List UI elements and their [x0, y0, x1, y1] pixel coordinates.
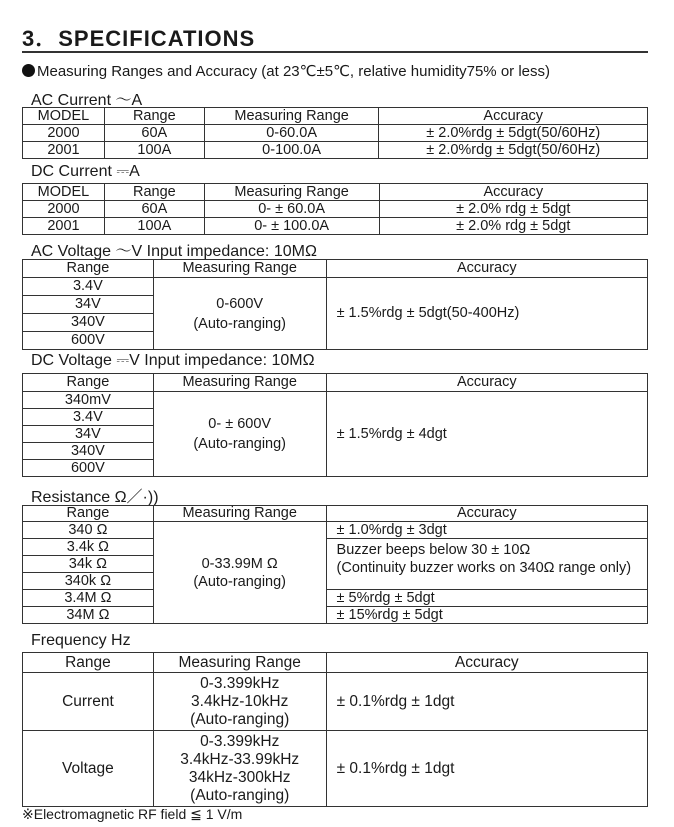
- header-accuracy: Accuracy: [379, 108, 648, 125]
- cell-accuracy: ± 2.0% rdg ± 5dgt: [379, 201, 647, 218]
- cell-range: 3.4k Ω: [23, 539, 154, 556]
- cell-range: 100A: [104, 218, 204, 235]
- subtitle-text: Measuring Ranges and Accuracy (at 23℃±5℃, relative humidity75% or less): [37, 63, 550, 80]
- bullet-icon: [22, 64, 35, 77]
- cell-range: 60A: [104, 125, 204, 142]
- cell-measuring: [153, 673, 326, 731]
- cell-model: 2000: [23, 201, 105, 218]
- cell-range: 34V: [23, 296, 154, 314]
- cell-measuring: [153, 731, 326, 807]
- measuring-value: 0-33.99M Ω: [201, 555, 278, 572]
- cell-range: 34V: [23, 426, 154, 443]
- measuring-line: 0-3.399kHz: [200, 732, 280, 750]
- header-range: Range: [104, 108, 204, 125]
- header-accuracy: Accuracy: [379, 184, 647, 201]
- cell-measuring: [153, 392, 326, 477]
- page-title: 3．SPECIFICATIONS: [22, 26, 256, 51]
- header-model: MODEL: [23, 184, 105, 201]
- cell-range: 3.4M Ω: [23, 590, 154, 607]
- header-accuracy: Accuracy: [326, 653, 647, 673]
- table-row: [23, 673, 648, 731]
- cell-model: 2001: [23, 142, 105, 159]
- resistance-table: [22, 505, 648, 624]
- ac-current-table: [22, 107, 648, 159]
- cell-range: 340V: [23, 443, 154, 460]
- cell-measuring: [153, 278, 326, 350]
- frequency-heading: Frequency Hz: [31, 632, 131, 649]
- cell-range: 340k Ω: [23, 573, 154, 590]
- header-measuring-range: Measuring Range: [153, 506, 326, 522]
- ac-voltage-heading: AC Voltage ～V Input impedance: 10MΩ: [31, 243, 317, 260]
- table-row: [23, 201, 648, 218]
- buzzer-note: Buzzer beeps below 30 ± 10Ω: [336, 542, 531, 558]
- header-accuracy: Accuracy: [326, 260, 647, 278]
- table-row: [23, 125, 648, 142]
- header-range: Range: [23, 374, 154, 392]
- cell-range: Current: [23, 673, 154, 731]
- cell-accuracy: ± 1.0%rdg ± 3dgt: [326, 522, 647, 539]
- cell-range: 3.4V: [23, 409, 154, 426]
- dc-voltage-heading: DC Voltage ⎓V Input impedance: 10MΩ: [31, 352, 315, 369]
- header-range: Range: [23, 506, 154, 522]
- measuring-value: 0-600V: [216, 295, 264, 312]
- cell-measuring: 0- ± 60.0A: [204, 201, 379, 218]
- cell-accuracy: ± 2.0%rdg ± 5dgt(50/60Hz): [379, 142, 648, 159]
- cell-range: 60A: [104, 201, 204, 218]
- header-measuring-range: Measuring Range: [153, 374, 326, 392]
- measuring-line: 3.4kHz-10kHz: [191, 692, 289, 710]
- cell-accuracy: ± 2.0%rdg ± 5dgt(50/60Hz): [379, 125, 648, 142]
- cell-range: 100A: [104, 142, 204, 159]
- cell-measuring: 0-60.0A: [204, 125, 379, 142]
- cell-accuracy: [326, 539, 647, 590]
- measuring-line: 0-3.399kHz: [200, 674, 280, 692]
- dc-current-heading: DC Current ⎓A: [31, 163, 140, 180]
- header-measuring-range: Measuring Range: [153, 260, 326, 278]
- dc-voltage-table: [22, 373, 648, 477]
- dc-current-table: [22, 183, 648, 235]
- measuring-value: 0- ± 600V: [208, 416, 272, 432]
- cell-accuracy: ± 0.1%rdg ± 1dgt: [326, 731, 647, 807]
- cell-accuracy: ± 1.5%rdg ± 5dgt(50-400Hz): [326, 278, 647, 350]
- table-row: [23, 731, 648, 807]
- cell-range: 340V: [23, 314, 154, 332]
- cell-measuring: 0- ± 100.0A: [204, 218, 379, 235]
- title-rule: [22, 51, 648, 53]
- cell-accuracy: ± 0.1%rdg ± 1dgt: [326, 673, 647, 731]
- header-measuring-range: Measuring Range: [204, 108, 379, 125]
- header-model: MODEL: [23, 108, 105, 125]
- ac-current-heading: AC Current ～A: [31, 92, 143, 109]
- auto-ranging-note: (Auto-ranging): [190, 786, 290, 804]
- cell-accuracy: ± 15%rdg ± 5dgt: [326, 607, 647, 624]
- table-row: [23, 218, 648, 235]
- cell-accuracy: ± 2.0% rdg ± 5dgt: [379, 218, 647, 235]
- continuity-note: (Continuity buzzer works on 340Ω range only): [336, 560, 632, 576]
- cell-model: 2001: [23, 218, 105, 235]
- section-subtitle: [22, 62, 550, 80]
- header-measuring-range: Measuring Range: [204, 184, 379, 201]
- header-range: Range: [23, 653, 154, 673]
- frequency-table: [22, 652, 648, 807]
- ac-voltage-table: [22, 259, 648, 350]
- auto-ranging-note: (Auto-ranging): [190, 710, 290, 728]
- header-accuracy: Accuracy: [326, 374, 647, 392]
- cell-range: Voltage: [23, 731, 154, 807]
- cell-range: 600V: [23, 460, 154, 477]
- measuring-line: 34kHz-300kHz: [188, 768, 291, 786]
- cell-accuracy: ± 1.5%rdg ± 4dgt: [326, 392, 647, 477]
- cell-range: 340mV: [23, 392, 154, 409]
- measuring-line: 3.4kHz-33.99kHz: [180, 750, 300, 768]
- resistance-heading: Resistance Ω／·)): [31, 489, 159, 506]
- cell-measuring: 0-100.0A: [204, 142, 379, 159]
- cell-measuring: [153, 522, 326, 624]
- cell-accuracy: ± 5%rdg ± 5dgt: [326, 590, 647, 607]
- cell-range: 600V: [23, 332, 154, 350]
- cell-range: 34M Ω: [23, 607, 154, 624]
- header-measuring-range: Measuring Range: [153, 653, 326, 673]
- header-range: Range: [23, 260, 154, 278]
- cell-range: 340 Ω: [23, 522, 154, 539]
- auto-ranging-note: (Auto-ranging): [193, 315, 287, 332]
- auto-ranging-note: (Auto-ranging): [193, 573, 287, 590]
- cell-model: 2000: [23, 125, 105, 142]
- footnote: ※Electromagnetic RF field ≦ 1 V/m: [22, 806, 243, 822]
- auto-ranging-note: (Auto-ranging): [193, 436, 287, 452]
- header-range: Range: [104, 184, 204, 201]
- cell-range: 34k Ω: [23, 556, 154, 573]
- table-row: [23, 142, 648, 159]
- header-accuracy: Accuracy: [326, 506, 647, 522]
- cell-range: 3.4V: [23, 278, 154, 296]
